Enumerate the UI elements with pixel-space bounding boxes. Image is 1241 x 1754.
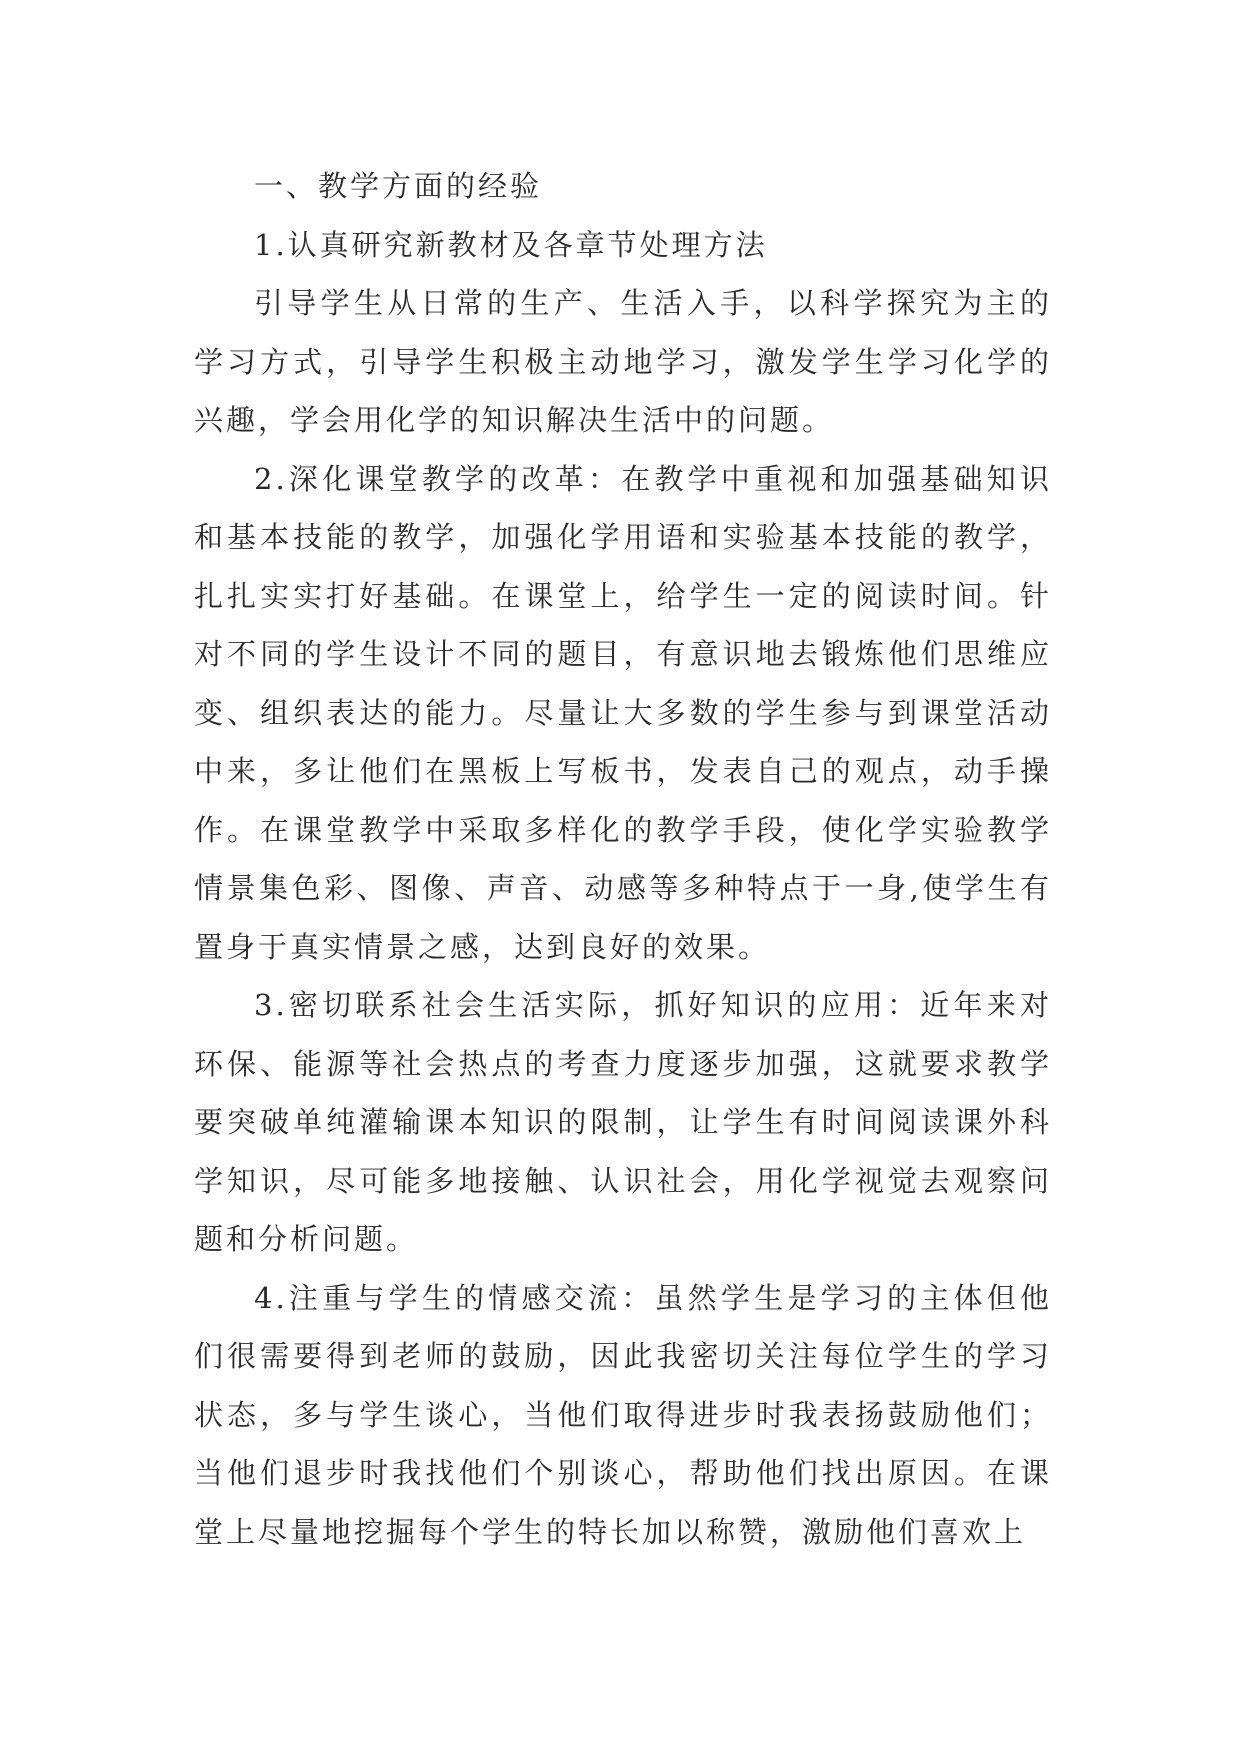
document-body [194, 157, 1052, 1561]
section-heading: 一、教学方面的经验 [254, 169, 543, 203]
subsection-heading: 1.认真研究新教材及各章节处理方法 [254, 227, 768, 262]
body-paragraph: 4.注重与学生的情感交流：虽然学生是学习的主体但他们很需要得到老师的鼓励，因此我密切关注每位学生的学习状态，多与学生谈心，当他们取得进步时我表扬鼓励他们；当他们退步时我找他们个别谈心，帮助他们找出原因。在课堂上尽量地挖掘每个学生的特长加以称赞，激励他们喜欢上 [194, 1280, 1052, 1549]
body-paragraph: 3.密切联系社会生活实际，抓好知识的应用：近年来对环保、能源等社会热点的考查力度逐步加强，这就要求教学要突破单纯灌输课本知识的限制，让学生有时间阅读课外科学知识，尽可能多地接触、认识社会，用化学视觉去观察问题和分析问题。 [194, 988, 1052, 1256]
body-paragraph: 引导学生从日常的生产、生活入手，以科学探究为主的学习方式，引导学生积极主动地学习，激发学生学习化学的兴趣，学会用化学的知识解决生活中的问题。 [194, 286, 1052, 437]
body-paragraph: 2.深化课堂教学的改革：在教学中重视和加强基础知识和基本技能的教学，加强化学用语和实验基本技能的教学，扎扎实实打好基础。在课堂上，给学生一定的阅读时间。针对不同的学生设计不同的题目，有意识地去锻炼他们思维应变、组织表达的能力。尽量让大多数的学生参与到课堂活动中来，多让他们在黑板上写板书，发表自己的观点，动手操作。在课堂教学中采取多样化的教学手段，使化学实验教学情景集色彩、图像、声音、动感等多种特点于一身,使学生有置身于真实情景之感，达到良好的效果。 [194, 461, 1052, 964]
